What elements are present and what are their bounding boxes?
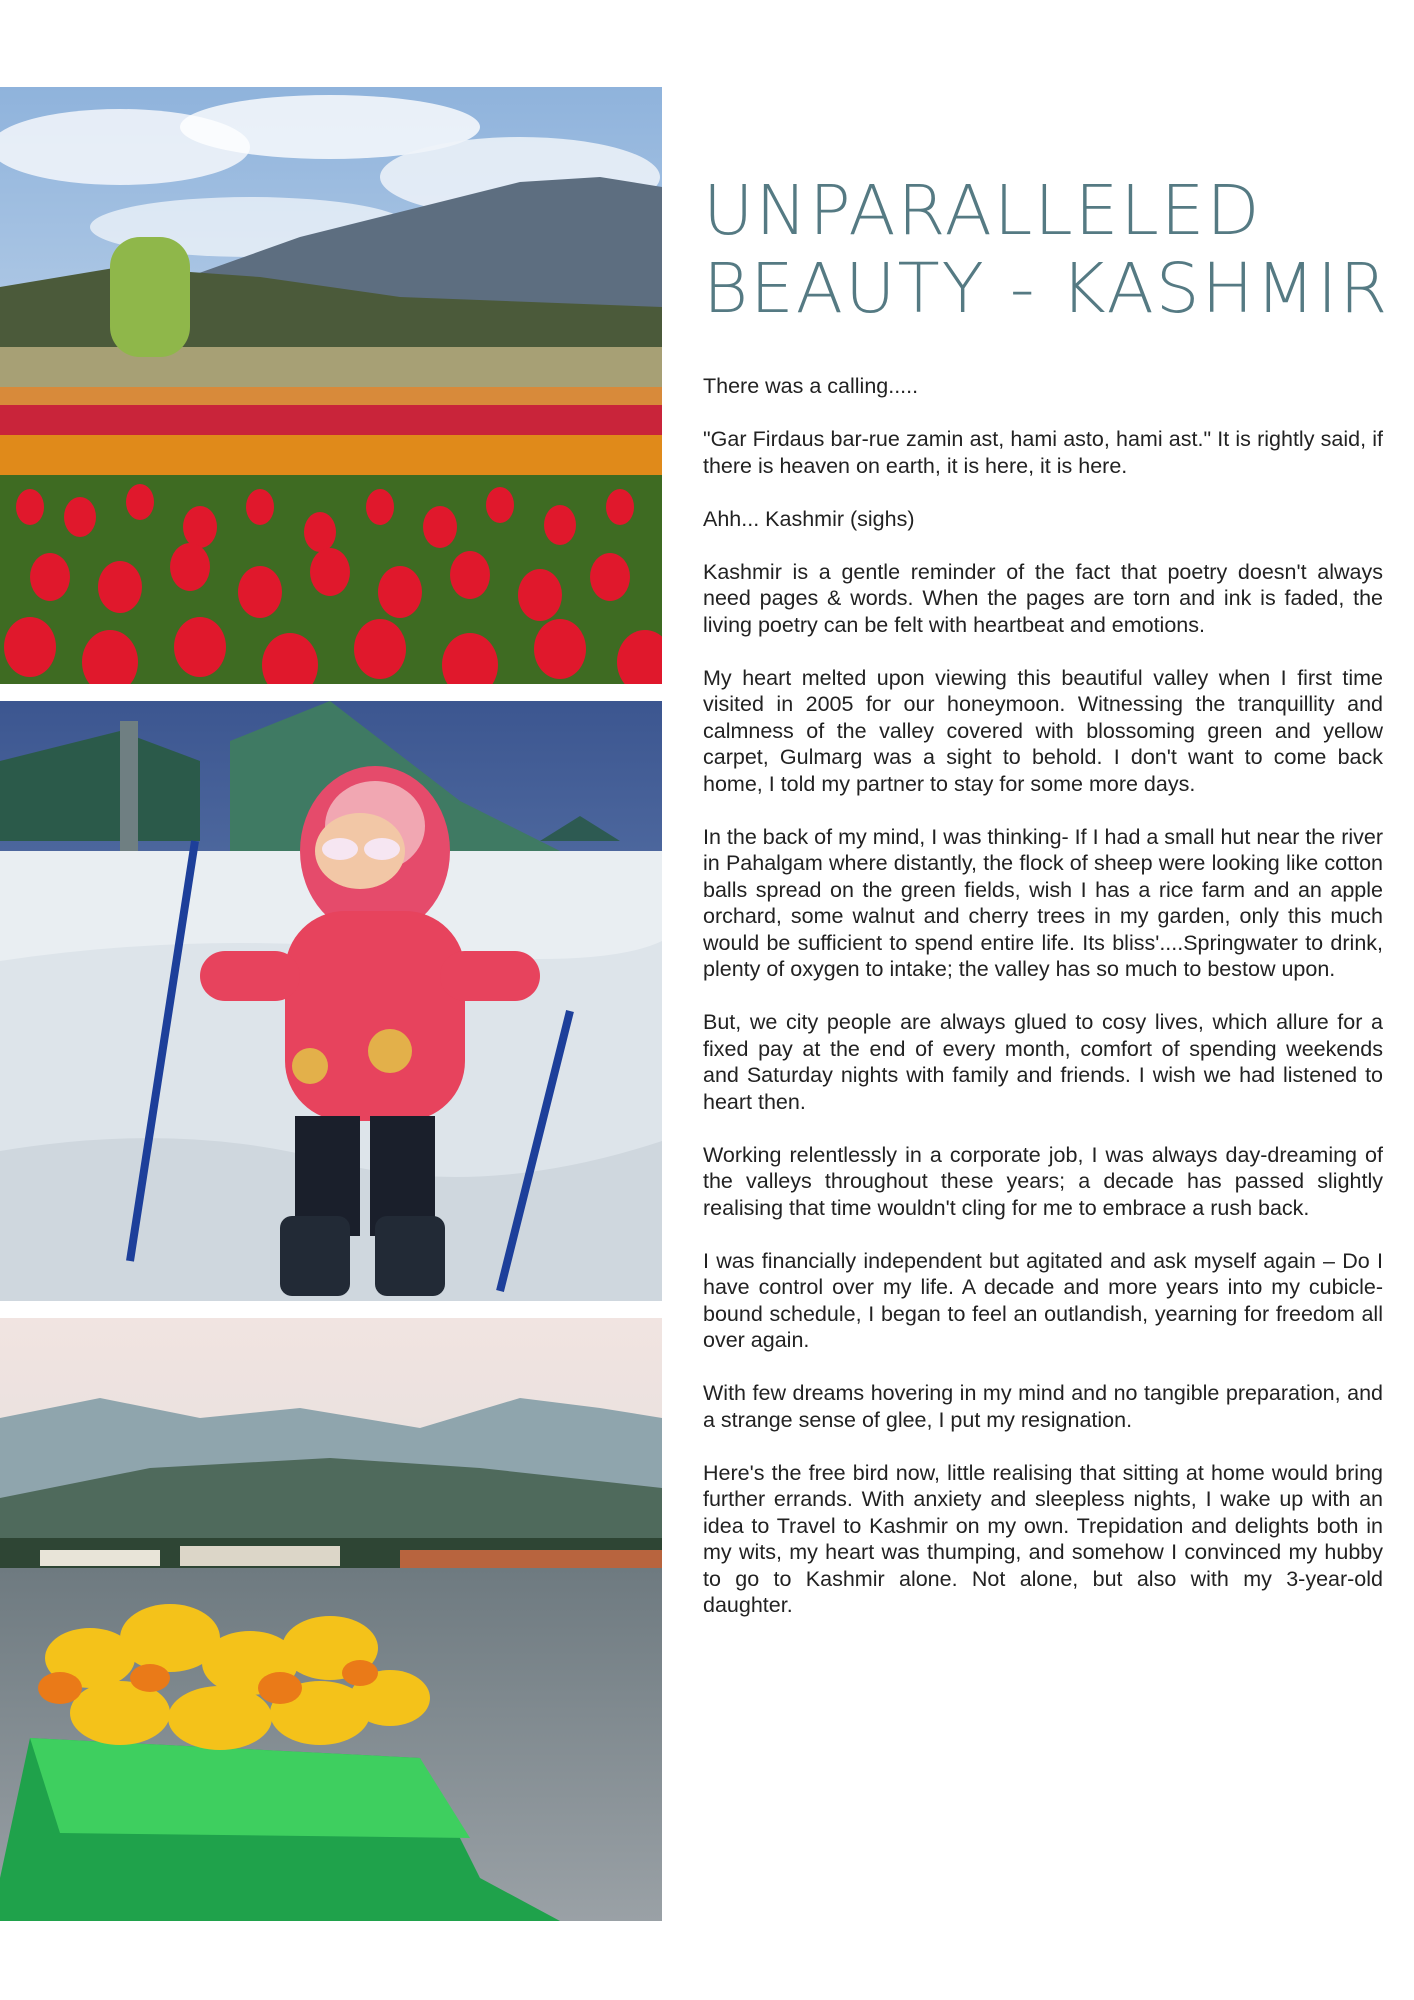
paragraph-sigh: Ahh... Kashmir (sighs) bbox=[703, 506, 915, 531]
title-line-1: UNPARALLELED bbox=[703, 171, 1262, 251]
article-title bbox=[703, 172, 1393, 328]
article-body bbox=[703, 373, 1383, 1645]
paragraph-honeymoon: My heart melted upon viewing this beautiful valley when I first time visited in 2005 for our honeymoon. Witnessing the tranquillity and calmness of the valley covered with blossoming green and yellow carpet, Gulmarg was a sight to behold. I don't want to come back home, I told my partner to stay for some more days. bbox=[703, 665, 1383, 796]
tulip-garden-photo bbox=[0, 87, 662, 684]
paragraph-corporate: Working relentlessly in a corporate job, I was always day-dreaming of the valleys throughout these years; a decade has passed slightly realising that time wouldn't cling for me to embrace a rush back. bbox=[703, 1142, 1383, 1220]
paragraph-control: I was financially independent but agitated and ask myself again – Do I have control over my life. A decade and more years into my cubicle-bound schedule, I began to feel an outlandish, yearning for freedom all over again. bbox=[703, 1248, 1383, 1352]
snow-skiing-image bbox=[0, 701, 662, 1301]
paragraph-intro: There was a calling..... bbox=[703, 374, 919, 398]
paragraph-quote: "Gar Firdaus bar-rue zamin ast, hami asto, hami ast." It is rightly said, if there is heaven on earth, it is here, it is here. bbox=[703, 427, 1383, 478]
tulip-garden-image bbox=[0, 87, 662, 684]
snow-skiing-photo bbox=[0, 701, 662, 1301]
dal-lake-image bbox=[0, 1318, 662, 1921]
paragraph-dream: In the back of my mind, I was thinking- If I had a small hut near the river in Pahalgam where distantly, the flock of sheep were looking like cotton balls spread on the green fields, wish I has a rice farm and an apple orchard, some walnut and cherry trees in my garden, only this much would be sufficient to spend entire life. Its bliss'....Springwater to drink, plenty of oxygen to intake; the valley has so much to bestow upon. bbox=[703, 824, 1383, 981]
dal-lake-photo bbox=[0, 1318, 662, 1921]
title-line-2: BEAUTY - KASHMIR bbox=[703, 249, 1390, 329]
paragraph-city-life: But, we city people are always glued to cosy lives, which allure for a fixed pay at the end of every month, comfort of spending weekends and Saturday nights with family and friends. I wish we had listened to heart then. bbox=[703, 1010, 1383, 1114]
paragraph-resignation: With few dreams hovering in my mind and no tangible preparation, and a strange sense of glee, I put my resignation. bbox=[703, 1381, 1383, 1432]
paragraph-poetry: Kashmir is a gentle reminder of the fact that poetry doesn't always need pages & words. When the pages are torn and ink is faded, the living poetry can be felt with heartbeat and emotions. bbox=[703, 559, 1383, 637]
paragraph-free-bird: Here's the free bird now, little realising that sitting at home would bring further errands. With anxiety and sleepless nights, I wake up with an idea to Travel to Kashmir on my own. Trepidation and delights both in my wits, my heart was thumping, and somehow I convinced my hubby to go to Kashmir alone. Not alone, but also with my 3-year-old daughter. bbox=[703, 1460, 1383, 1617]
